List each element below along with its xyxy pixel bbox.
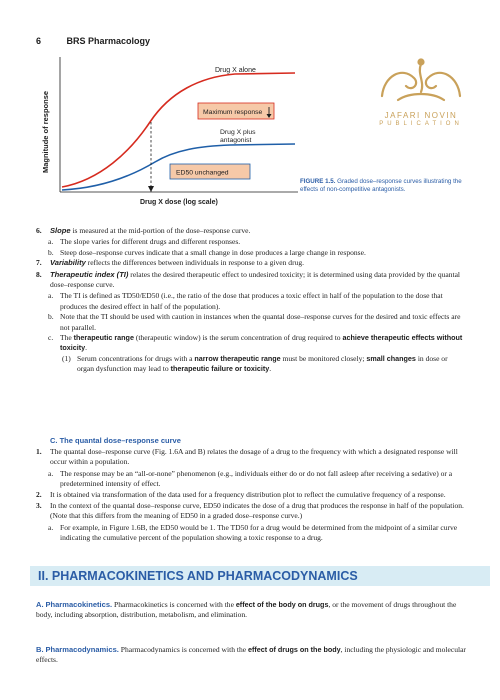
list-item: [48, 248, 466, 258]
item-text: .: [85, 343, 88, 353]
keyword: therapeutic range: [73, 333, 134, 343]
term: Slope: [50, 226, 71, 235]
publisher-watermark: [362, 56, 480, 127]
item-title: Pharmacokinetics.: [45, 600, 113, 609]
page-number: 6: [36, 36, 42, 46]
watermark-title: JAFARI NOVIN: [384, 111, 458, 120]
item-text: relates the desired therapeutic effect to undesired toxicity; it is determined using data provided by the quantal dose–response curve.: [50, 269, 461, 290]
running-header: [36, 36, 150, 46]
item-letter: B.: [36, 645, 44, 654]
item-text: The TI is defined as TD50/ED50 (i.e., the ratio of the dose that produces a toxic effect in half of the population to the dose that produces the desired effect in half of the population).: [60, 291, 443, 311]
ed50-box-label: ED50 unchanged: [176, 169, 229, 177]
quantal-curve-list: [36, 447, 466, 544]
item-number: b.: [48, 247, 54, 257]
ed50-arrowhead: [148, 186, 154, 192]
caption-text: Graded dose–response curves illustrating the effects of non-competitive antagonists.: [300, 178, 462, 194]
item-text: The quantal dose–response curve (Fig. 1.6A and B) relates the dosage of a drug to the frequency with which a designated response will occur within a population.: [50, 447, 458, 467]
book-title: BRS Pharmacology: [66, 36, 151, 46]
list-item: [36, 270, 466, 291]
section-c-heading: C. The quantal dose–response curve: [50, 436, 181, 445]
slope-variability-ti-list: [36, 226, 466, 375]
keyword: effect of the body on drugs: [235, 600, 329, 609]
list-item: [48, 333, 466, 354]
max-response-label: Maximum response: [203, 109, 263, 116]
section-ii-title: II. PHARMACOKINETICS AND PHARMACODYNAMICS: [38, 569, 358, 583]
item-text: , including the physiologic and molecular effects.: [36, 645, 466, 665]
list-item: [48, 237, 466, 247]
dose-response-figure: [40, 52, 302, 210]
term: Therapeutic index (TI): [50, 269, 129, 279]
item-number: c.: [48, 333, 54, 343]
item-letter: A.: [36, 600, 44, 609]
keyword: narrow therapeutic range: [194, 353, 281, 363]
item-text: Serum concentrations for drugs with a: [77, 353, 195, 363]
list-item: [48, 469, 466, 490]
keyword: therapeutic failure or toxicity: [170, 364, 270, 374]
list-item: [36, 258, 466, 268]
item-number: (1): [62, 353, 71, 363]
list-item: [36, 447, 466, 468]
x-axis-label: Drug X dose (log scale): [140, 199, 218, 206]
curve2-label-line2: antagonist: [220, 137, 252, 144]
item-text: (therapeutic window) is the serum concentration of drug required to: [133, 333, 343, 343]
item-number: a.: [48, 468, 54, 478]
pharmacodynamics-paragraph: [36, 645, 466, 666]
item-text: is measured at the mid-portion of the dose–response curve.: [70, 226, 251, 235]
list-item: [36, 226, 466, 236]
item-text: must be monitored closely;: [280, 353, 367, 363]
item-text: Pharmacodynamics is concerned with the: [118, 645, 248, 654]
term: Variability: [50, 258, 86, 268]
curve1-label: Drug X alone: [215, 67, 256, 74]
dose-response-chart: [40, 52, 302, 210]
item-text: .: [269, 364, 272, 374]
item-text: In the context of the quantal dose–response curve, ED50 indicates the dose of a drug that produces the response in half of the population. (Note that this differs from the meaning of ED50 in a graded dose–response curve.): [50, 501, 464, 521]
list-item: [48, 312, 466, 333]
keyword: small changes: [366, 353, 416, 363]
section-ii-banner: [30, 566, 490, 586]
item-text: Steep dose–response curves indicate that a small change in dose produces a large change in response.: [60, 247, 366, 257]
item-number: a.: [48, 237, 54, 247]
item-text: The slope varies for different drugs and different responses.: [60, 237, 241, 247]
item-text: The response may be an “all-or-none” phenomenon (e.g., individuals either do or do not fall asleep after receiving a sedative) or a predetermined intensity of effect.: [60, 468, 453, 489]
item-text: , or the movement of drugs throughout the body, including absorption, distribution, metabolism, and elimination.: [36, 600, 457, 620]
item-number: 6.: [36, 226, 42, 235]
item-number: 2.: [36, 489, 42, 499]
list-item: [48, 523, 466, 544]
item-title: Pharmacodynamics.: [45, 645, 119, 654]
pharmacokinetics-paragraph: [36, 600, 466, 621]
caption-label: FIGURE 1.5.: [300, 178, 336, 185]
figure-caption: [300, 178, 470, 195]
item-number: b.: [48, 312, 54, 322]
item-text: reflects the differences between individuals in response to a given drug.: [85, 258, 305, 268]
item-number: 1.: [36, 447, 42, 456]
y-axis-label: Magnitude of response: [41, 90, 50, 174]
item-text: Note that the TI should be used with caution in instances when the quantal dose–response curves for the desired and toxic effects are not parallel.: [60, 312, 461, 332]
item-text: Pharmacokinetics is concerned with the: [112, 600, 236, 609]
curve2-label-line1: Drug X plus: [220, 129, 256, 136]
list-item: [62, 354, 466, 375]
keyword: effect of drugs on the body: [247, 645, 341, 654]
item-number: a.: [48, 291, 54, 301]
item-text: For example, in Figure 1.6B, the ED50 would be 1. The TD50 for a drug would be determined from the midpoint of a similar curve indicating the cumulative percent of the population showing a toxic response to a drug.: [60, 522, 458, 543]
item-number: 3.: [36, 501, 42, 511]
item-number: 8.: [36, 269, 42, 279]
list-item: [36, 490, 466, 500]
watermark-subtitle: PUBLICATION: [379, 121, 463, 127]
ornament-logo-icon: [362, 56, 480, 106]
keyword: achieve therapeutic effects without toxicity: [60, 333, 463, 353]
list-item: [48, 291, 466, 312]
item-text: It is obtained via transformation of the data used for a frequency distribution plot to reflect the cumulative frequency of a response.: [50, 489, 446, 499]
item-number: a.: [48, 522, 54, 532]
list-item: [36, 501, 466, 522]
item-text: The: [60, 333, 74, 343]
item-text: in dose or organ dysfunction may lead to: [77, 353, 448, 374]
item-number: 7.: [36, 258, 42, 268]
